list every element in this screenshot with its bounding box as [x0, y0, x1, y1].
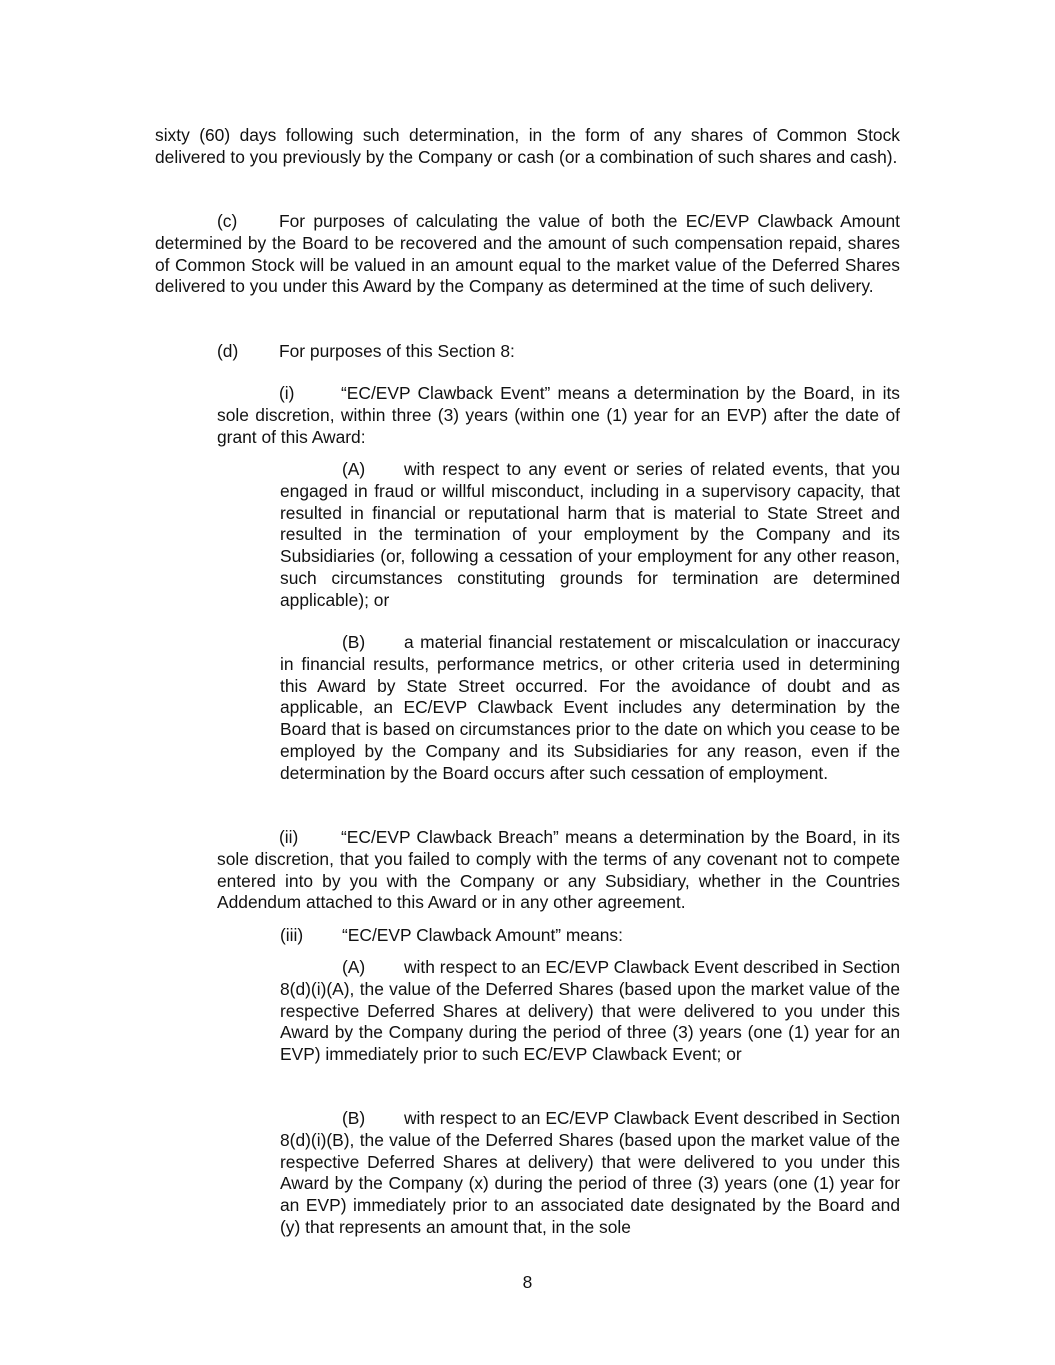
paragraph-text: sixty (60) days following such determination, in the form of any shares of Common Stock delivered to you previously by the Company or cash (or a combination of such shares and cash).: [155, 125, 900, 167]
paragraph-label: (c): [217, 211, 238, 231]
paragraph-d: [217, 341, 900, 363]
paragraph-label: (ii): [279, 827, 299, 847]
paragraph-label: (iii): [280, 925, 304, 945]
paragraph-text: a material financial restatement or miscalculation or inaccuracy in financial results, performance metrics, or other criteria used in determining this Award by State Street occurred. For the avoidance of doubt and as applicable, an EC/EVP Clawback Event includes any determination by the Board that is based on circumstances prior to the date on which you cease to be employed by the Company and its Subsidiaries for any reason, even if the determination by the Board occurs after such cessation of employment.: [280, 632, 900, 783]
paragraph-text: For purposes of calculating the value of both the EC/EVP Clawback Amount determined by the Board to be recovered and the amount of such compensation repaid, shares of Common Stock will be valued in an amount equal to the market value of the Deferred Shares delivered to you under this Award by the Company as determined at the time of such delivery.: [155, 211, 900, 297]
paragraph-d-ii: [217, 827, 900, 914]
paragraph-label: (A): [342, 459, 366, 479]
paragraph-text: with respect to an EC/EVP Clawback Event described in Section 8(d)(i)(B), the value of the Deferred Shares (based upon the market value of the respective Deferred Shares at delivery) that were delivered to you under this Award by the Company (x) during the period of three (3) years (one (1) year for an EVP) immediately prior to an associated date designated by the Board and (y) that represents an amount that, in the sole: [280, 1108, 900, 1237]
paragraph-text: “EC/EVP Clawback Amount” means:: [342, 925, 623, 945]
paragraph-label: (A): [342, 957, 366, 977]
paragraph-d-iii: [280, 925, 900, 947]
paragraph-text: “EC/EVP Clawback Event” means a determination by the Board, in its sole discretion, within three (3) years (within one (1) year for an EVP) after the date of grant of this Award:: [217, 383, 900, 447]
paragraph-continuation: [155, 125, 900, 169]
paragraph-d-i-a: [280, 459, 900, 612]
paragraph-label: (B): [342, 632, 366, 652]
paragraph-label: (i): [279, 383, 295, 403]
paragraph-label: (B): [342, 1108, 366, 1128]
paragraph-d-i-b: [280, 632, 900, 785]
paragraph-text: “EC/EVP Clawback Breach” means a determination by the Board, in its sole discretion, that you failed to comply with the terms of any covenant not to compete entered into by you with the Company or any Subsidiary, whether in the Countries Addendum attached to this Award or in any other agreement.: [217, 827, 900, 913]
paragraph-text: with respect to any event or series of related events, that you engaged in fraud or willful misconduct, including in a supervisory capacity, that resulted in financial or reputational harm that is material to State Street and resulted in the termination of your employment by the Company and its Subsidiaries (or, following a cessation of your employment for any other reason, such circumstances constituting grounds for termination are determined applicable); or: [280, 459, 900, 610]
paragraph-c: [155, 211, 900, 298]
page-number: 8: [522, 1272, 533, 1292]
paragraph-d-iii-a: [280, 957, 900, 1066]
paragraph-text: with respect to an EC/EVP Clawback Event described in Section 8(d)(i)(A), the value of the Deferred Shares (based upon the market value of the respective Deferred Shares at delivery) that were delivered to you under this Award by the Company during the period of three (3) years (one (1) year for an EVP) immediately prior to such EC/EVP Clawback Event; or: [280, 957, 900, 1065]
paragraph-d-iii-b: [280, 1108, 900, 1239]
paragraph-text: For purposes of this Section 8:: [279, 341, 515, 361]
paragraph-d-i: [217, 383, 900, 448]
paragraph-label: (d): [217, 341, 239, 361]
